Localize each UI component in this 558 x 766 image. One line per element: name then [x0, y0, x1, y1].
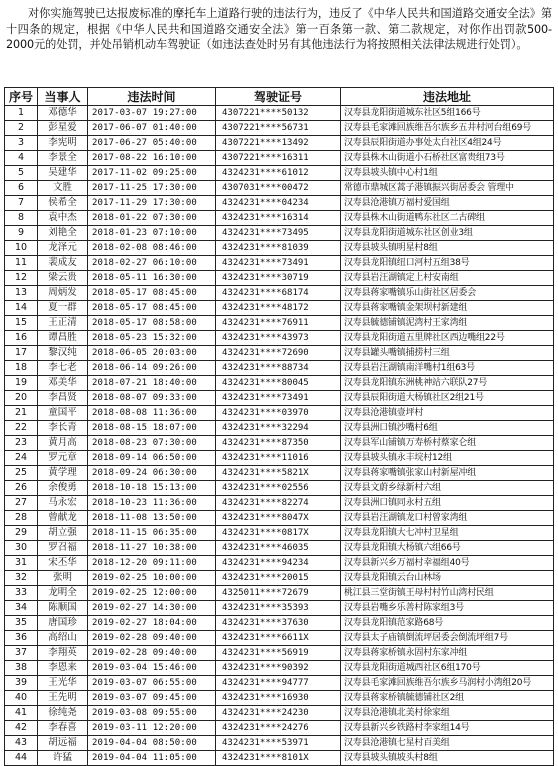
cell-party: 彭星爱: [38, 121, 88, 136]
table-row: [5, 571, 554, 586]
cell-party: 侯希全: [38, 196, 88, 211]
cell-index: 19: [5, 376, 38, 391]
cell-violation-time: 2018-01-22 07:30:00: [88, 211, 216, 226]
table-row: [5, 751, 554, 766]
cell-violation-time: 2019-03-11 12:20:00: [88, 721, 216, 736]
table-row: [5, 436, 554, 451]
cell-index: 34: [5, 601, 38, 616]
cell-license-number: 4324231****76911: [216, 316, 341, 331]
cell-party: 李昌贤: [38, 391, 88, 406]
cell-violation-address: 汉寿县文蔚乡绿新村六组: [341, 481, 554, 496]
table-row: [5, 646, 554, 661]
cell-party: 龙明全: [38, 586, 88, 601]
cell-index: 2: [5, 121, 38, 136]
cell-license-number: 4324231****48172: [216, 301, 341, 316]
table-row: [5, 211, 554, 226]
cell-license-number: 4324231****37630: [216, 616, 341, 631]
table-row: [5, 241, 554, 256]
cell-violation-time: 2018-11-15 06:35:00: [88, 526, 216, 541]
cell-violation-time: 2019-02-28 09:40:00: [88, 631, 216, 646]
cell-violation-time: 2018-05-17 08:45:00: [88, 286, 216, 301]
cell-license-number: 4324231****73495: [216, 226, 341, 241]
cell-index: 40: [5, 691, 38, 706]
cell-violation-address: 汉寿县洲口镇沙嘴村6组: [341, 421, 554, 436]
cell-violation-address: 汉寿县龙阳镇范家路68号: [341, 616, 554, 631]
cell-violation-address: 汉寿县沧港镇壹坪村: [341, 406, 554, 421]
cell-party: 黄学理: [38, 466, 88, 481]
cell-party: 李春喜: [38, 721, 88, 736]
cell-party: 龙泽元: [38, 241, 88, 256]
cell-license-number: 4324231****73491: [216, 256, 341, 271]
table-row: [5, 316, 554, 331]
cell-index: 41: [5, 706, 38, 721]
cell-index: 9: [5, 226, 38, 241]
cell-violation-address: 汉寿县蒋家桥镇永固村东家冲组: [341, 646, 554, 661]
cell-license-number: 4324231****80045: [216, 376, 341, 391]
cell-index: 39: [5, 676, 38, 691]
cell-index: 29: [5, 526, 38, 541]
cell-violation-time: 2018-06-05 20:03:00: [88, 346, 216, 361]
cell-party: 陈顺国: [38, 601, 88, 616]
cell-license-number: 4324231****8101X: [216, 751, 341, 766]
cell-license-number: 4324231****03970: [216, 406, 341, 421]
table-row: [5, 661, 554, 676]
cell-license-number: 4324231****6611X: [216, 631, 341, 646]
cell-index: 15: [5, 316, 38, 331]
table-row: [5, 451, 554, 466]
cell-violation-address: 汉寿县岩嘴乡乐善村陈家组3号: [341, 601, 554, 616]
penalty-notice-text: 对你实施驾驶已达报废标准的摩托车上道路行驶的违法行为，违反了《中华人民共和国道路交通安全法》第十四条的规定，根据《中华人民共和国道路交通安全法》第一百条第一款、第二款规定，对你作出罚款500-2000元的处罚，并处吊销机动车驾驶证（如违法查处时另有其他违法行为将按照相关法律法规进行处罚）。: [6, 7, 552, 52]
cell-license-number: 4324231****73491: [216, 391, 341, 406]
cell-violation-address: 汉寿县坡头镇坡头村8组: [341, 751, 554, 766]
cell-violation-time: 2018-11-08 13:50:00: [88, 511, 216, 526]
cell-license-number: 4307031****00472: [216, 181, 341, 196]
cell-violation-time: 2018-01-23 07:10:00: [88, 226, 216, 241]
violations-table: [4, 87, 554, 766]
cell-license-number: 4324231****61012: [216, 166, 341, 181]
cell-party: 宋丕华: [38, 556, 88, 571]
cell-party: 许猛: [38, 751, 88, 766]
table-row: [5, 496, 554, 511]
cell-index: 25: [5, 466, 38, 481]
cell-violation-address: 汉寿县龙阳镇纽口河村五组38号: [341, 256, 554, 271]
cell-license-number: 4324231****94234: [216, 556, 341, 571]
cell-party: 王正清: [38, 316, 88, 331]
cell-violation-time: 2019-02-28 09:40:00: [88, 646, 216, 661]
cell-violation-time: 2017-11-02 09:25:00: [88, 166, 216, 181]
table-row: [5, 286, 554, 301]
cell-violation-address: 汉寿县沧港镇万福村爱国组: [341, 196, 554, 211]
cell-index: 13: [5, 286, 38, 301]
cell-violation-address: 汉寿县坡头镇中心村1组: [341, 166, 554, 181]
cell-index: 16: [5, 331, 38, 346]
table-row: [5, 721, 554, 736]
cell-violation-time: 2019-03-04 15:46:00: [88, 661, 216, 676]
cell-license-number: 4324231****16314: [216, 211, 341, 226]
cell-license-number: 4324231****04234: [216, 196, 341, 211]
cell-party: 夏一群: [38, 301, 88, 316]
header-license-number: 驾驶证号: [216, 88, 341, 106]
cell-violation-time: 2017-11-29 17:30:00: [88, 196, 216, 211]
cell-violation-address: 常德市鼎城区蒿子港镇振兴街居委会 管理中: [341, 181, 554, 196]
table-row: [5, 151, 554, 166]
table-row: [5, 541, 554, 556]
cell-index: 7: [5, 196, 38, 211]
cell-violation-address: 汉寿县龙阳镇大七冲村卫星组: [341, 526, 554, 541]
cell-violation-time: 2018-05-17 08:58:00: [88, 316, 216, 331]
cell-index: 36: [5, 631, 38, 646]
cell-license-number: 4324231****72690: [216, 346, 341, 361]
cell-violation-address: 汉寿县龙阳街道五里牌社区西边嘴组22号: [341, 331, 554, 346]
header-violation-address: 违法地址: [341, 88, 554, 106]
cell-index: 22: [5, 421, 38, 436]
header-party: 当事人: [38, 88, 88, 106]
cell-index: 18: [5, 361, 38, 376]
cell-violation-address: 汉寿县龙阳街道城东社区5组166号: [341, 106, 554, 121]
table-row: [5, 481, 554, 496]
table-row: [5, 331, 554, 346]
cell-party: 梁云贵: [38, 271, 88, 286]
table-row: [5, 196, 554, 211]
cell-violation-time: 2019-04-04 08:50:00: [88, 736, 216, 751]
table-row: [5, 526, 554, 541]
cell-index: 26: [5, 481, 38, 496]
cell-party: 罗元章: [38, 451, 88, 466]
table-row: [5, 376, 554, 391]
cell-index: 11: [5, 256, 38, 271]
cell-party: 王光华: [38, 676, 88, 691]
cell-violation-time: 2018-05-23 15:32:00: [88, 331, 216, 346]
cell-index: 38: [5, 661, 38, 676]
cell-violation-address: 汉寿县坡头镇明星村8组: [341, 241, 554, 256]
cell-license-number: 4324231****43973: [216, 331, 341, 346]
cell-license-number: 4324231****88734: [216, 361, 341, 376]
cell-index: 3: [5, 136, 38, 151]
cell-violation-address: 汉寿县株木山街道鸭东社区二古碑组: [341, 211, 554, 226]
cell-violation-address: 汉寿县蒋家嘴镇金架坝村新建组: [341, 301, 554, 316]
cell-violation-address: 汉寿县龙阳街道城西社区6组170号: [341, 661, 554, 676]
cell-violation-address: 汉寿县岩汪湖镇龙口村曾家湾组: [341, 511, 554, 526]
cell-index: 6: [5, 181, 38, 196]
table-row: [5, 391, 554, 406]
cell-party: 黄月高: [38, 436, 88, 451]
cell-violation-time: 2018-08-15 18:07:00: [88, 421, 216, 436]
table-row: [5, 556, 554, 571]
cell-violation-address: 汉寿县罐头嘴镇捕捞村三组: [341, 346, 554, 361]
cell-index: 33: [5, 586, 38, 601]
table-row: [5, 121, 554, 136]
cell-violation-time: 2018-08-23 07:30:00: [88, 436, 216, 451]
cell-license-number: 4324231****30719: [216, 271, 341, 286]
cell-party: 高绍山: [38, 631, 88, 646]
cell-party: 谭昌胜: [38, 331, 88, 346]
cell-license-number: 4324231****46035: [216, 541, 341, 556]
cell-party: 唐国珍: [38, 616, 88, 631]
cell-license-number: 4324231****8047X: [216, 511, 341, 526]
cell-violation-time: 2018-11-27 10:38:00: [88, 541, 216, 556]
cell-violation-time: 2018-10-18 15:13:00: [88, 481, 216, 496]
cell-license-number: 4307221****56731: [216, 121, 341, 136]
cell-license-number: 4307221****13492: [216, 136, 341, 151]
cell-license-number: 4324231****0817X: [216, 526, 341, 541]
table-row: [5, 676, 554, 691]
cell-violation-address: 汉寿县岩汪湖镇定上村安南组: [341, 271, 554, 286]
cell-license-number: 4324231****82274: [216, 496, 341, 511]
cell-violation-address: 汉寿县蒋家桥镇毓德铺社区2组: [341, 691, 554, 706]
cell-license-number: 4307221****16311: [216, 151, 341, 166]
cell-violation-time: 2018-07-21 18:40:00: [88, 376, 216, 391]
cell-party: 李翔英: [38, 646, 88, 661]
cell-party: 王先明: [38, 691, 88, 706]
table-row: [5, 706, 554, 721]
header-index: 序号: [5, 88, 38, 106]
cell-violation-time: 2018-02-27 06:10:00: [88, 256, 216, 271]
cell-violation-time: 2017-06-07 01:40:00: [88, 121, 216, 136]
cell-license-number: 4324231****20015: [216, 571, 341, 586]
table-row: [5, 166, 554, 181]
cell-violation-time: 2019-03-08 09:55:00: [88, 706, 216, 721]
table-row: [5, 691, 554, 706]
cell-violation-address: 汉寿县龙阳街道城东社区创业3组: [341, 226, 554, 241]
cell-license-number: 4324231****11016: [216, 451, 341, 466]
cell-index: 21: [5, 406, 38, 421]
cell-index: 44: [5, 751, 38, 766]
table-row: [5, 271, 554, 286]
table-header: [5, 88, 554, 106]
cell-party: 童国平: [38, 406, 88, 421]
cell-violation-address: 汉寿县蒋家嘴镇乐山街社区居委会: [341, 286, 554, 301]
table-row: [5, 106, 554, 121]
cell-violation-address: 汉寿县洲口镇同永村五组: [341, 496, 554, 511]
cell-index: 37: [5, 646, 38, 661]
table-row: [5, 361, 554, 376]
cell-violation-address: 汉寿县龙阳镇大杨镇六组66号: [341, 541, 554, 556]
cell-violation-address: 汉寿县军山铺镇万寿桥村蔡家仑组: [341, 436, 554, 451]
cell-party: 胡远福: [38, 736, 88, 751]
cell-index: 4: [5, 151, 38, 166]
cell-party: 罗召福: [38, 541, 88, 556]
cell-party: 张明: [38, 571, 88, 586]
cell-party: 周炳发: [38, 286, 88, 301]
cell-index: 27: [5, 496, 38, 511]
cell-violation-address: 汉寿县毛家滩回族维吾尔族乡马润村小湾组20号: [341, 676, 554, 691]
cell-index: 20: [5, 391, 38, 406]
cell-party: 李恩来: [38, 661, 88, 676]
table-row: [5, 181, 554, 196]
table-row: [5, 616, 554, 631]
cell-party: 曾献龙: [38, 511, 88, 526]
table-row: [5, 631, 554, 646]
cell-index: 35: [5, 616, 38, 631]
cell-license-number: 4324231****5821X: [216, 466, 341, 481]
cell-party: 李七老: [38, 361, 88, 376]
cell-index: 23: [5, 436, 38, 451]
cell-violation-address: 汉寿县新兴乡铁路村李家组14号: [341, 721, 554, 736]
cell-license-number: 4324231****53971: [216, 736, 341, 751]
header-violation-time: 违法时间: [88, 88, 216, 106]
cell-violation-address: 汉寿县坡头镇永丰垸村12组: [341, 451, 554, 466]
cell-license-number: 4324231****16930: [216, 691, 341, 706]
cell-violation-address: 汉寿县株木山街道小石桥社区富贵组73号: [341, 151, 554, 166]
cell-index: 31: [5, 556, 38, 571]
cell-violation-address: 汉寿县沧港镇北美村徐家组: [341, 706, 554, 721]
table-row: [5, 736, 554, 751]
table-row: [5, 136, 554, 151]
cell-index: 8: [5, 211, 38, 226]
cell-index: 10: [5, 241, 38, 256]
cell-violation-time: 2019-02-27 14:30:00: [88, 601, 216, 616]
cell-violation-time: 2018-08-08 11:36:00: [88, 406, 216, 421]
cell-violation-time: 2019-03-07 09:45:00: [88, 691, 216, 706]
table-row: [5, 601, 554, 616]
cell-party: 李宪明: [38, 136, 88, 151]
cell-index: 42: [5, 721, 38, 736]
cell-violation-time: 2018-12-20 09:11:00: [88, 556, 216, 571]
cell-license-number: 4324231****24276: [216, 721, 341, 736]
cell-license-number: 4324231****32294: [216, 421, 341, 436]
cell-violation-address: 汉寿县龙阳镇东洲桃神站六联队27号: [341, 376, 554, 391]
table-row: [5, 256, 554, 271]
cell-violation-address: 汉寿县辰阳街道大杨镇社区2组21号: [341, 391, 554, 406]
cell-party: 文胜: [38, 181, 88, 196]
cell-index: 32: [5, 571, 38, 586]
cell-license-number: 4324231****94777: [216, 676, 341, 691]
cell-license-number: 4307221****50132: [216, 106, 341, 121]
cell-license-number: 4324231****24230: [216, 706, 341, 721]
table-row: [5, 226, 554, 241]
cell-license-number: 4324231****81039: [216, 241, 341, 256]
cell-violation-address: 汉寿县毓德铺镇泥湾村王家湾组: [341, 316, 554, 331]
table-row: [5, 421, 554, 436]
cell-violation-time: 2019-02-25 12:00:00: [88, 586, 216, 601]
cell-violation-address: 汉寿县太子庙镇倒流坪居委会倒流坪组7号: [341, 631, 554, 646]
cell-violation-time: 2018-10-23 11:36:00: [88, 496, 216, 511]
cell-violation-time: 2018-08-07 09:33:00: [88, 391, 216, 406]
cell-violation-time: 2018-09-14 06:50:00: [88, 451, 216, 466]
cell-violation-time: 2018-06-14 09:26:00: [88, 361, 216, 376]
cell-license-number: 4324231****90392: [216, 661, 341, 676]
cell-violation-address: 汉寿县龙阳镇云台山林场: [341, 571, 554, 586]
cell-party: 徐纯尧: [38, 706, 88, 721]
cell-violation-time: 2018-05-11 16:30:00: [88, 271, 216, 286]
cell-index: 5: [5, 166, 38, 181]
cell-license-number: 4325011****72679: [216, 586, 341, 601]
cell-party: 李景全: [38, 151, 88, 166]
cell-license-number: 4324231****02556: [216, 481, 341, 496]
table-body: [5, 106, 554, 766]
cell-violation-time: 2018-05-17 08:45:00: [88, 301, 216, 316]
cell-violation-address: 汉寿县沧港镇七星村百美组: [341, 736, 554, 751]
cell-violation-address: 汉寿县岩汪湖镇南洋嘴村1组63号: [341, 361, 554, 376]
table-row: [5, 301, 554, 316]
cell-violation-address: 汉寿县辰阳街道办事处太白社区4组24号: [341, 136, 554, 151]
cell-violation-time: 2018-09-24 06:30:00: [88, 466, 216, 481]
table-row: [5, 406, 554, 421]
cell-violation-time: 2017-08-22 16:10:00: [88, 151, 216, 166]
cell-party: 邓美华: [38, 376, 88, 391]
cell-violation-time: 2019-03-07 06:55:00: [88, 676, 216, 691]
cell-violation-address: 桃江县三堂街镇王母村村竹山湾村民组: [341, 586, 554, 601]
cell-party: 黎汉纯: [38, 346, 88, 361]
cell-violation-address: 汉寿县毛家滩回族维吾尔族乡五井村河台组69号: [341, 121, 554, 136]
cell-violation-time: 2019-04-04 11:05:00: [88, 751, 216, 766]
header-row: [5, 88, 554, 106]
cell-index: 28: [5, 511, 38, 526]
cell-violation-time: 2017-11-25 17:30:00: [88, 181, 216, 196]
cell-party: 袁中杰: [38, 211, 88, 226]
table-row: [5, 586, 554, 601]
cell-party: 胡立强: [38, 526, 88, 541]
cell-violation-address: 汉寿县蒋家嘴镇张家山村新屋冲组: [341, 466, 554, 481]
cell-party: 李长青: [38, 421, 88, 436]
cell-violation-time: 2019-02-27 18:04:00: [88, 616, 216, 631]
cell-license-number: 4324231****68174: [216, 286, 341, 301]
cell-license-number: 4324231****35393: [216, 601, 341, 616]
cell-party: 余俊勇: [38, 481, 88, 496]
cell-violation-time: 2017-06-27 05:40:00: [88, 136, 216, 151]
cell-violation-time: 2019-02-25 10:00:00: [88, 571, 216, 586]
cell-violation-time: 2018-02-08 08:46:00: [88, 241, 216, 256]
cell-violation-address: 汉寿县新兴乡万福村幸福组40号: [341, 556, 554, 571]
cell-party: 裴成友: [38, 256, 88, 271]
cell-index: 17: [5, 346, 38, 361]
cell-index: 43: [5, 736, 38, 751]
cell-index: 12: [5, 271, 38, 286]
cell-license-number: 4324231****56919: [216, 646, 341, 661]
cell-violation-time: 2017-03-07 19:27:00: [88, 106, 216, 121]
cell-license-number: 4324231****87350: [216, 436, 341, 451]
cell-index: 14: [5, 301, 38, 316]
table-row: [5, 466, 554, 481]
table-row: [5, 511, 554, 526]
cell-party: 吴建华: [38, 166, 88, 181]
cell-index: 30: [5, 541, 38, 556]
table-row: [5, 346, 554, 361]
cell-party: 马永宏: [38, 496, 88, 511]
cell-party: 刘艳全: [38, 226, 88, 241]
cell-party: 邓德华: [38, 106, 88, 121]
cell-index: 1: [5, 106, 38, 121]
cell-index: 24: [5, 451, 38, 466]
